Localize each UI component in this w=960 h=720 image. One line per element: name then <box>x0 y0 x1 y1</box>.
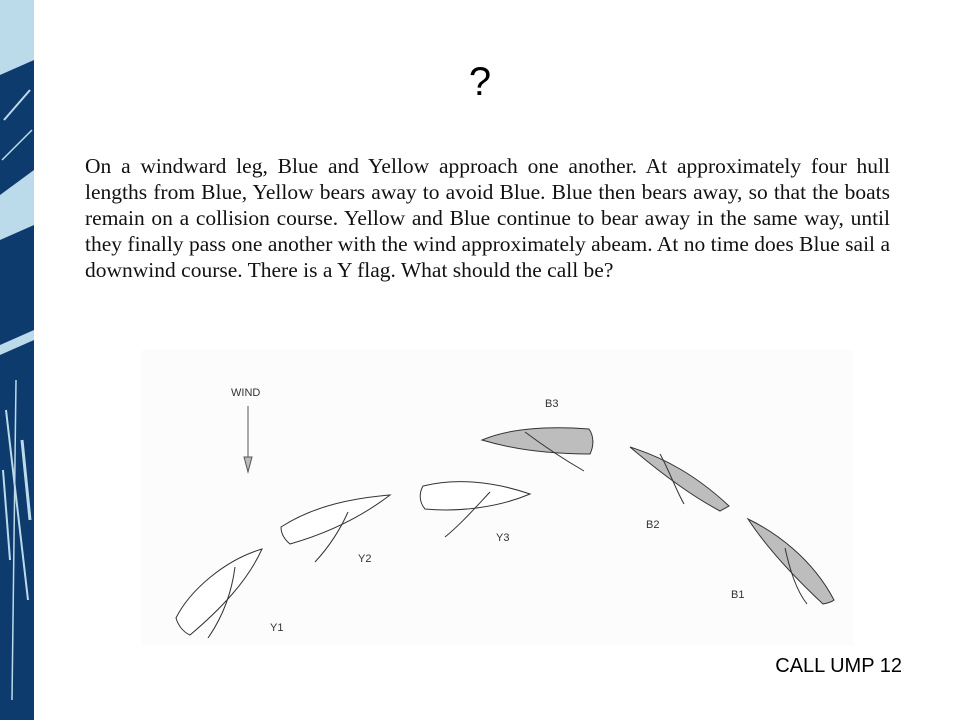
question-text: On a windward leg, Blue and Yellow approach one another. At approximately four hull lengths from Blue, Yellow bears away to avoid Blue. Blue then bears away, so that the boats remain on a collision course. Yellow and Blue continue to bear away in the same way, until they finally pass one another with the wind approximately abeam. At no time does Blue sail a downwind course. There is a Y flag. What should the call be? <box>85 154 890 282</box>
wind-arrow-head <box>244 457 252 472</box>
boat-y2 <box>281 495 390 562</box>
label-y2: Y2 <box>358 553 372 565</box>
side-decoration <box>0 0 34 720</box>
sail-pattern-graphic <box>0 0 34 720</box>
boat-b1 <box>748 519 834 604</box>
label-y3: Y3 <box>496 532 510 544</box>
boat-diagram <box>142 350 854 646</box>
call-reference: CALL UMP 12 <box>775 655 902 677</box>
boat-b2 <box>630 447 729 511</box>
label-y1: Y1 <box>270 622 284 634</box>
boat-b3 <box>482 428 593 471</box>
label-b3: B3 <box>545 398 559 410</box>
label-b2: B2 <box>646 519 660 531</box>
boat-y3 <box>420 482 530 537</box>
slide-title: ? <box>468 60 492 104</box>
boat-y1 <box>176 549 262 638</box>
label-b1: B1 <box>731 589 745 601</box>
wind-label: WIND <box>231 387 261 399</box>
